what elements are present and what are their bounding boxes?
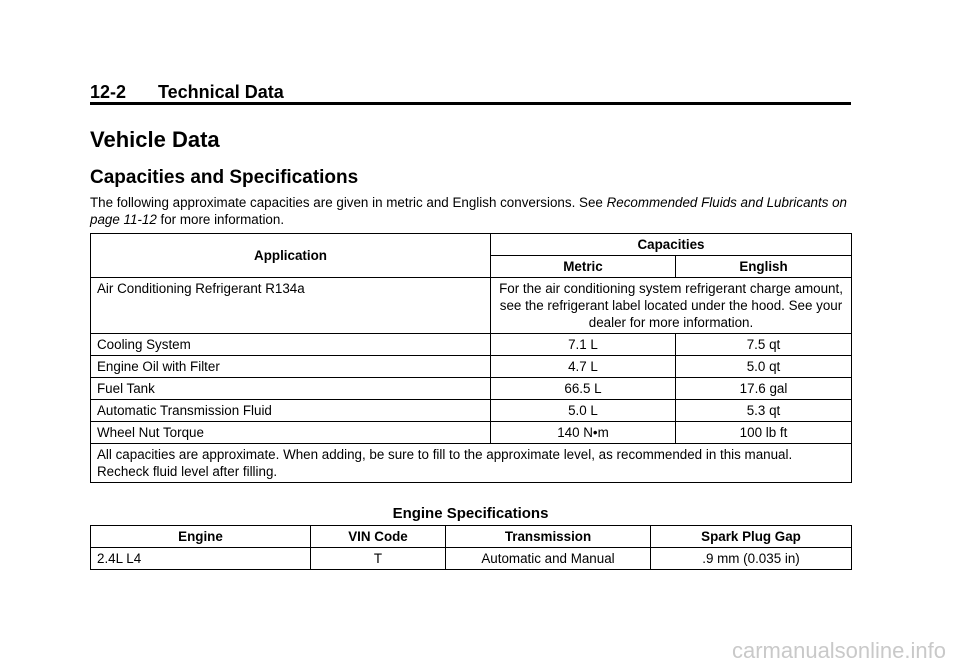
intro-cross-reference: Recommended Fluids and Lubricants on page 11-12 [90,195,848,227]
column-header-application: Application [91,234,491,278]
table-row [91,422,852,444]
cell-application: Wheel Nut Torque [91,422,491,444]
cell-metric: 4.7 L [491,356,676,378]
site-watermark: carmanualsonline.info [731,638,946,663]
cell-application: Engine Oil with Filter [91,356,491,378]
intro-paragraph [90,194,851,228]
cell-metric: 66.5 L [491,378,676,400]
cell-application: Cooling System [91,334,491,356]
page-number: 12-2 [90,82,127,102]
column-header-english: English [676,256,852,278]
table-row [91,400,852,422]
table-row [91,548,852,570]
cell-refrigerant-note: For the air conditioning system refrigerant charge amount, see the refrigerant label located under the hood. See your dealer for more information. [491,278,852,334]
cell-spark-plug-gap: .9 mm (0.035 in) [651,548,852,570]
cell-vin-code: T [311,548,446,570]
cell-english: 7.5 qt [676,334,852,356]
page-title: Vehicle Data [90,127,220,152]
cell-application: Fuel Tank [91,378,491,400]
engine-specs-title: Engine Specifications [392,505,549,522]
cell-engine: 2.4L L4 [91,548,311,570]
cell-transmission: Automatic and Manual [446,548,651,570]
cell-application: Air Conditioning Refrigerant R134a [91,278,491,334]
cell-english: 5.0 qt [676,356,852,378]
section-title: Technical Data [158,82,284,102]
engine-specs-table [90,525,852,570]
column-header-vin-code: VIN Code [311,526,446,548]
column-header-transmission: Transmission [446,526,651,548]
intro-tail: for more information. [160,212,285,227]
running-header [90,82,851,102]
cell-metric: 5.0 L [491,400,676,422]
section-heading: Capacities and Specifications [90,167,359,188]
table-row [91,334,852,356]
cell-english: 100 lb ft [676,422,852,444]
column-header-metric: Metric [491,256,676,278]
table-header-row [91,234,852,256]
intro-text: The following approximate capacities are given in metric and English conversions. See [90,195,603,210]
table-header-row [91,526,852,548]
cell-english: 5.3 qt [676,400,852,422]
column-header-spark-plug-gap: Spark Plug Gap [651,526,852,548]
table-row [91,356,852,378]
table-footnote-row [91,444,852,483]
table-footnote: All capacities are approximate. When adding, be sure to fill to the approximate level, as recommended in this manual. Recheck fluid level after filling. [91,444,852,483]
table-row [91,278,852,334]
cell-english: 17.6 gal [676,378,852,400]
table-row [91,378,852,400]
capacities-table [90,233,852,483]
cell-application: Automatic Transmission Fluid [91,400,491,422]
header-rule [90,102,851,105]
column-header-capacities: Capacities [491,234,852,256]
cell-metric: 7.1 L [491,334,676,356]
column-header-engine: Engine [91,526,311,548]
cell-metric: 140 N•m [491,422,676,444]
